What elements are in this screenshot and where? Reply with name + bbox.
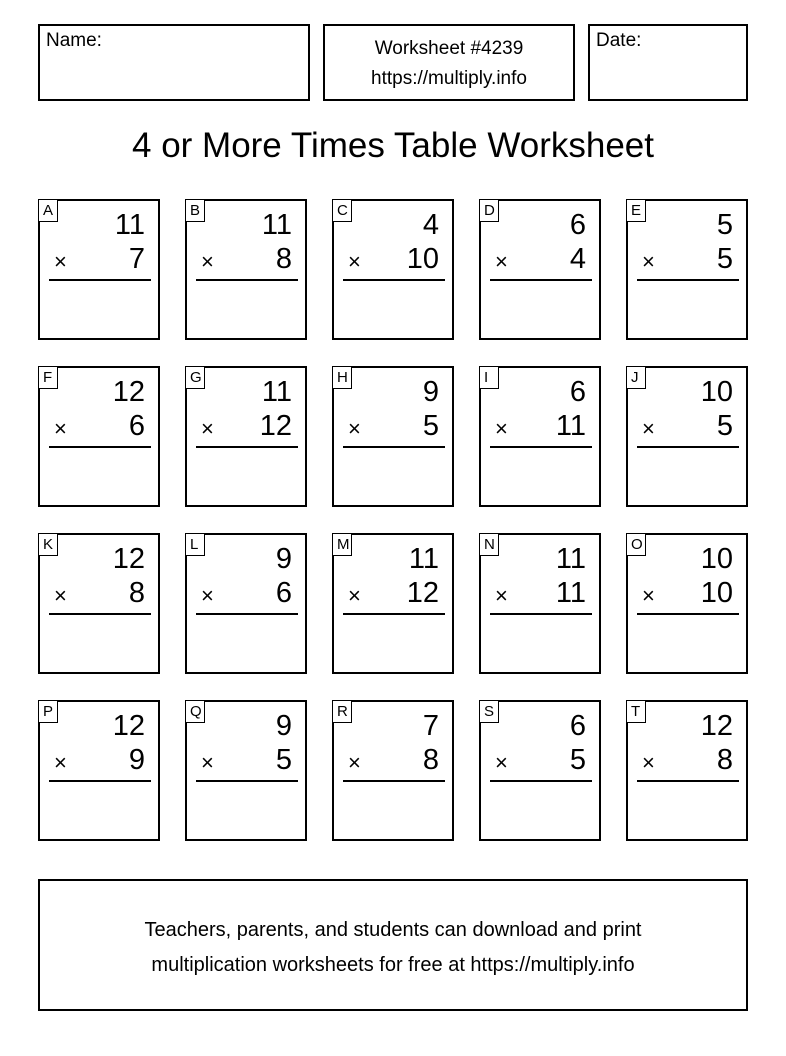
multiplicand: 11 xyxy=(555,543,586,575)
problem-card[interactable] xyxy=(479,199,601,340)
problem-card[interactable] xyxy=(626,366,748,507)
times-sign: × xyxy=(495,416,508,441)
answer-line xyxy=(490,446,592,448)
problem-label: B xyxy=(185,199,205,222)
times-sign: × xyxy=(54,249,67,274)
multiplier: 8 xyxy=(128,577,145,609)
answer-line xyxy=(490,613,592,615)
multiplicand: 6 xyxy=(569,376,586,408)
problem-card[interactable] xyxy=(38,366,160,507)
answer-line xyxy=(49,446,151,448)
multiplicand: 4 xyxy=(422,209,439,241)
problem-card[interactable] xyxy=(38,700,160,841)
problem-label: Q xyxy=(185,700,205,723)
problem-label: F xyxy=(38,366,58,389)
multiplicand: 6 xyxy=(569,710,586,742)
multiplicand: 11 xyxy=(114,209,145,241)
answer-line xyxy=(343,446,445,448)
times-sign: × xyxy=(348,416,361,441)
multiplier: 8 xyxy=(275,243,292,275)
times-sign: × xyxy=(54,750,67,775)
times-sign: × xyxy=(201,750,214,775)
date-field-box xyxy=(588,24,748,101)
problem-card[interactable] xyxy=(626,199,748,340)
multiplier: 5 xyxy=(569,744,586,776)
answer-line xyxy=(490,279,592,281)
worksheet-url: https://multiply.info xyxy=(371,68,527,89)
problem-label: S xyxy=(479,700,499,723)
multiplicand: 11 xyxy=(408,543,439,575)
times-sign: × xyxy=(348,583,361,608)
problem-card[interactable] xyxy=(185,700,307,841)
problem-label: N xyxy=(479,533,499,556)
multiplicand: 11 xyxy=(261,209,292,241)
multiplicand: 9 xyxy=(275,710,292,742)
answer-line xyxy=(196,613,298,615)
multiplier: 8 xyxy=(716,744,733,776)
multiplier: 5 xyxy=(716,243,733,275)
multiplicand: 11 xyxy=(261,376,292,408)
answer-line xyxy=(49,780,151,782)
answer-line xyxy=(49,279,151,281)
multiplier: 5 xyxy=(716,410,733,442)
multiplier: 11 xyxy=(555,577,586,609)
multiplier: 5 xyxy=(275,744,292,776)
problem-card[interactable] xyxy=(332,199,454,340)
problem-card[interactable] xyxy=(332,533,454,674)
problem-label: M xyxy=(332,533,352,556)
multiplicand: 9 xyxy=(422,376,439,408)
answer-line xyxy=(637,279,739,281)
problem-label: P xyxy=(38,700,58,723)
footer-line-2: multiplication worksheets for free at https://multiply.info xyxy=(151,954,635,976)
times-sign: × xyxy=(642,249,655,274)
problem-card[interactable] xyxy=(38,533,160,674)
times-sign: × xyxy=(348,249,361,274)
problem-label: T xyxy=(626,700,646,723)
problem-label: K xyxy=(38,533,58,556)
answer-line xyxy=(637,446,739,448)
problem-label: H xyxy=(332,366,352,389)
multiplicand: 6 xyxy=(569,209,586,241)
multiplier: 10 xyxy=(406,243,439,275)
times-sign: × xyxy=(642,583,655,608)
multiplier: 6 xyxy=(275,577,292,609)
answer-line xyxy=(637,780,739,782)
problem-label: G xyxy=(185,366,205,389)
problem-card[interactable] xyxy=(626,700,748,841)
problem-card[interactable] xyxy=(479,533,601,674)
name-label: Name: xyxy=(46,30,102,51)
worksheet-title: 4 or More Times Table Worksheet xyxy=(132,126,654,165)
answer-line xyxy=(196,279,298,281)
problem-card[interactable] xyxy=(479,366,601,507)
problem-card[interactable] xyxy=(332,366,454,507)
problem-card[interactable] xyxy=(185,199,307,340)
problem-label: R xyxy=(332,700,352,723)
times-sign: × xyxy=(495,750,508,775)
times-sign: × xyxy=(495,249,508,274)
problem-label: D xyxy=(479,199,499,222)
times-sign: × xyxy=(348,750,361,775)
footer-box xyxy=(38,879,748,1011)
answer-line xyxy=(343,613,445,615)
problem-label: O xyxy=(626,533,646,556)
problem-card[interactable] xyxy=(185,366,307,507)
times-sign: × xyxy=(54,583,67,608)
multiplier: 5 xyxy=(422,410,439,442)
problem-card[interactable] xyxy=(479,700,601,841)
multiplier: 11 xyxy=(555,410,586,442)
multiplicand: 12 xyxy=(700,710,733,742)
footer-text xyxy=(40,913,746,983)
worksheet-info-box xyxy=(323,24,575,101)
multiplier: 4 xyxy=(569,243,586,275)
multiplier: 9 xyxy=(128,744,145,776)
name-field-box xyxy=(38,24,310,101)
problem-label: E xyxy=(626,199,646,222)
problem-label: C xyxy=(332,199,352,222)
multiplier: 7 xyxy=(128,243,145,275)
multiplicand: 7 xyxy=(422,710,439,742)
multiplier: 8 xyxy=(422,744,439,776)
multiplicand: 12 xyxy=(112,710,145,742)
problem-label: J xyxy=(626,366,646,389)
multiplier: 12 xyxy=(406,577,439,609)
problem-label: A xyxy=(38,199,58,222)
answer-line xyxy=(49,613,151,615)
date-label: Date: xyxy=(596,30,642,51)
answer-line xyxy=(490,780,592,782)
problem-card[interactable] xyxy=(38,199,160,340)
multiplicand: 9 xyxy=(275,543,292,575)
times-sign: × xyxy=(642,416,655,441)
problem-label: L xyxy=(185,533,205,556)
problem-card[interactable] xyxy=(185,533,307,674)
problem-card[interactable] xyxy=(332,700,454,841)
answer-line xyxy=(196,446,298,448)
multiplicand: 10 xyxy=(700,543,733,575)
answer-line xyxy=(343,279,445,281)
multiplicand: 10 xyxy=(700,376,733,408)
footer-line-1: Teachers, parents, and students can download and print xyxy=(144,919,642,941)
times-sign: × xyxy=(495,583,508,608)
times-sign: × xyxy=(201,416,214,441)
problem-card[interactable] xyxy=(626,533,748,674)
multiplier: 6 xyxy=(128,410,145,442)
times-sign: × xyxy=(54,416,67,441)
answer-line xyxy=(637,613,739,615)
answer-line xyxy=(343,780,445,782)
worksheet-number: Worksheet #4239 xyxy=(374,38,524,59)
times-sign: × xyxy=(201,249,214,274)
problem-label: I xyxy=(479,366,499,389)
answer-line xyxy=(196,780,298,782)
multiplicand: 12 xyxy=(112,543,145,575)
multiplier: 12 xyxy=(259,410,292,442)
multiplier: 10 xyxy=(700,577,733,609)
times-sign: × xyxy=(201,583,214,608)
multiplicand: 12 xyxy=(112,376,145,408)
multiplicand: 5 xyxy=(716,209,733,241)
times-sign: × xyxy=(642,750,655,775)
